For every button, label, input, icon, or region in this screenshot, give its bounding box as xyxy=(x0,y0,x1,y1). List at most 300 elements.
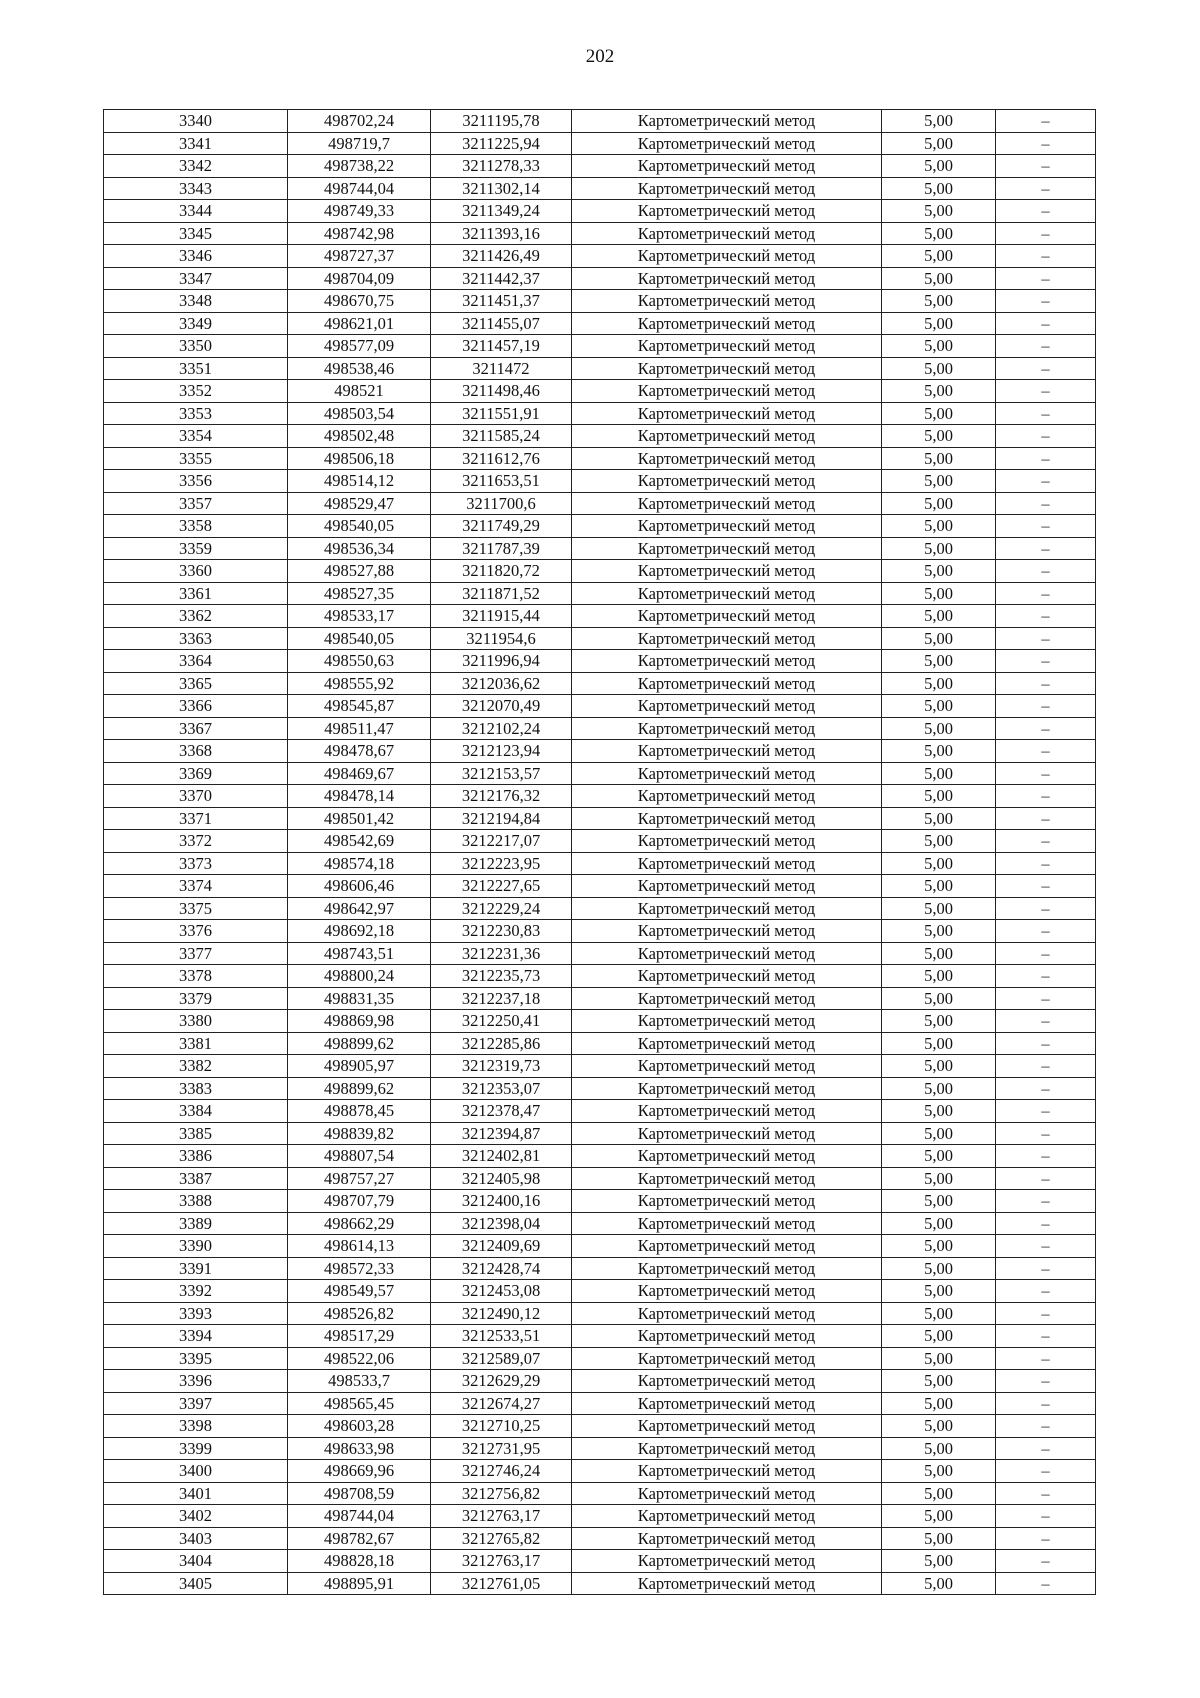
accuracy-cell: 5,00 xyxy=(882,987,996,1010)
y-coordinate-cell: 3212223,95 xyxy=(431,852,572,875)
method-cell: Картометрический метод xyxy=(572,740,882,763)
accuracy-cell: 5,00 xyxy=(882,875,996,898)
method-cell: Картометрический метод xyxy=(572,627,882,650)
y-coordinate-cell: 3212402,81 xyxy=(431,1145,572,1168)
point-number-cell: 3394 xyxy=(104,1325,288,1348)
point-number-cell: 3380 xyxy=(104,1010,288,1033)
method-cell: Картометрический метод xyxy=(572,515,882,538)
point-number-cell: 3364 xyxy=(104,650,288,673)
accuracy-cell: 5,00 xyxy=(882,110,996,133)
method-cell: Картометрический метод xyxy=(572,1077,882,1100)
table-row xyxy=(104,1392,1096,1415)
table-row xyxy=(104,200,1096,223)
point-number-cell: 3383 xyxy=(104,1077,288,1100)
y-coordinate-cell: 3212756,82 xyxy=(431,1482,572,1505)
x-coordinate-cell: 498478,67 xyxy=(288,740,431,763)
table-row xyxy=(104,1347,1096,1370)
table-row xyxy=(104,1100,1096,1123)
table-row xyxy=(104,1212,1096,1235)
accuracy-cell: 5,00 xyxy=(882,267,996,290)
note-cell: – xyxy=(996,807,1096,830)
point-number-cell: 3374 xyxy=(104,875,288,898)
note-cell: – xyxy=(996,740,1096,763)
point-number-cell: 3344 xyxy=(104,200,288,223)
point-number-cell: 3354 xyxy=(104,425,288,448)
method-cell: Картометрический метод xyxy=(572,1212,882,1235)
accuracy-cell: 5,00 xyxy=(882,492,996,515)
point-number-cell: 3367 xyxy=(104,717,288,740)
accuracy-cell: 5,00 xyxy=(882,537,996,560)
y-coordinate-cell: 3211787,39 xyxy=(431,537,572,560)
note-cell: – xyxy=(996,942,1096,965)
x-coordinate-cell: 498565,45 xyxy=(288,1392,431,1415)
y-coordinate-cell: 3212490,12 xyxy=(431,1302,572,1325)
y-coordinate-cell: 3212763,17 xyxy=(431,1550,572,1573)
note-cell: – xyxy=(996,1482,1096,1505)
y-coordinate-cell: 3211700,6 xyxy=(431,492,572,515)
method-cell: Картометрический метод xyxy=(572,582,882,605)
accuracy-cell: 5,00 xyxy=(882,897,996,920)
point-number-cell: 3365 xyxy=(104,672,288,695)
x-coordinate-cell: 498533,17 xyxy=(288,605,431,628)
method-cell: Картометрический метод xyxy=(572,1167,882,1190)
x-coordinate-cell: 498503,54 xyxy=(288,402,431,425)
method-cell: Картометрический метод xyxy=(572,695,882,718)
method-cell: Картометрический метод xyxy=(572,1257,882,1280)
coordinates-table xyxy=(103,109,1096,1595)
point-number-cell: 3402 xyxy=(104,1505,288,1528)
accuracy-cell: 5,00 xyxy=(882,1032,996,1055)
y-coordinate-cell: 3212285,86 xyxy=(431,1032,572,1055)
table-body xyxy=(104,110,1096,1595)
table-row xyxy=(104,852,1096,875)
point-number-cell: 3387 xyxy=(104,1167,288,1190)
note-cell: – xyxy=(996,1055,1096,1078)
x-coordinate-cell: 498704,09 xyxy=(288,267,431,290)
note-cell: – xyxy=(996,1190,1096,1213)
table-row xyxy=(104,177,1096,200)
accuracy-cell: 5,00 xyxy=(882,582,996,605)
x-coordinate-cell: 498895,91 xyxy=(288,1572,431,1595)
y-coordinate-cell: 3212731,95 xyxy=(431,1437,572,1460)
note-cell: – xyxy=(996,470,1096,493)
y-coordinate-cell: 3212070,49 xyxy=(431,695,572,718)
accuracy-cell: 5,00 xyxy=(882,1122,996,1145)
table-row xyxy=(104,740,1096,763)
page-number: 202 xyxy=(585,46,615,67)
method-cell: Картометрический метод xyxy=(572,1550,882,1573)
accuracy-cell: 5,00 xyxy=(882,1257,996,1280)
note-cell: – xyxy=(996,1347,1096,1370)
x-coordinate-cell: 498502,48 xyxy=(288,425,431,448)
method-cell: Картометрический метод xyxy=(572,1010,882,1033)
note-cell: – xyxy=(996,312,1096,335)
note-cell: – xyxy=(996,605,1096,628)
y-coordinate-cell: 3212231,36 xyxy=(431,942,572,965)
y-coordinate-cell: 3211278,33 xyxy=(431,155,572,178)
method-cell: Картометрический метод xyxy=(572,1505,882,1528)
x-coordinate-cell: 498899,62 xyxy=(288,1077,431,1100)
x-coordinate-cell: 498662,29 xyxy=(288,1212,431,1235)
method-cell: Картометрический метод xyxy=(572,402,882,425)
x-coordinate-cell: 498669,96 xyxy=(288,1460,431,1483)
point-number-cell: 3362 xyxy=(104,605,288,628)
method-cell: Картометрический метод xyxy=(572,267,882,290)
x-coordinate-cell: 498555,92 xyxy=(288,672,431,695)
note-cell: – xyxy=(996,1145,1096,1168)
y-coordinate-cell: 3211195,78 xyxy=(431,110,572,133)
method-cell: Картометрический метод xyxy=(572,1302,882,1325)
y-coordinate-cell: 3212400,16 xyxy=(431,1190,572,1213)
accuracy-cell: 5,00 xyxy=(882,222,996,245)
method-cell: Картометрический метод xyxy=(572,920,882,943)
x-coordinate-cell: 498550,63 xyxy=(288,650,431,673)
x-coordinate-cell: 498749,33 xyxy=(288,200,431,223)
note-cell: – xyxy=(996,1392,1096,1415)
accuracy-cell: 5,00 xyxy=(882,1010,996,1033)
table-row xyxy=(104,1460,1096,1483)
x-coordinate-cell: 498533,7 xyxy=(288,1370,431,1393)
note-cell: – xyxy=(996,1460,1096,1483)
point-number-cell: 3349 xyxy=(104,312,288,335)
method-cell: Картометрический метод xyxy=(572,312,882,335)
accuracy-cell: 5,00 xyxy=(882,1077,996,1100)
accuracy-cell: 5,00 xyxy=(882,470,996,493)
method-cell: Картометрический метод xyxy=(572,1370,882,1393)
accuracy-cell: 5,00 xyxy=(882,762,996,785)
point-number-cell: 3343 xyxy=(104,177,288,200)
point-number-cell: 3378 xyxy=(104,965,288,988)
method-cell: Картометрический метод xyxy=(572,132,882,155)
x-coordinate-cell: 498469,67 xyxy=(288,762,431,785)
x-coordinate-cell: 498526,82 xyxy=(288,1302,431,1325)
note-cell: – xyxy=(996,852,1096,875)
point-number-cell: 3347 xyxy=(104,267,288,290)
point-number-cell: 3398 xyxy=(104,1415,288,1438)
table-row xyxy=(104,807,1096,830)
note-cell: – xyxy=(996,672,1096,695)
note-cell: – xyxy=(996,762,1096,785)
note-cell: – xyxy=(996,1370,1096,1393)
accuracy-cell: 5,00 xyxy=(882,1460,996,1483)
accuracy-cell: 5,00 xyxy=(882,695,996,718)
table-row xyxy=(104,1122,1096,1145)
x-coordinate-cell: 498642,97 xyxy=(288,897,431,920)
y-coordinate-cell: 3211455,07 xyxy=(431,312,572,335)
method-cell: Картометрический метод xyxy=(572,987,882,1010)
note-cell: – xyxy=(996,1257,1096,1280)
accuracy-cell: 5,00 xyxy=(882,740,996,763)
method-cell: Картометрический метод xyxy=(572,605,882,628)
x-coordinate-cell: 498603,28 xyxy=(288,1415,431,1438)
table-row xyxy=(104,560,1096,583)
x-coordinate-cell: 498572,33 xyxy=(288,1257,431,1280)
table-row xyxy=(104,1055,1096,1078)
y-coordinate-cell: 3211393,16 xyxy=(431,222,572,245)
point-number-cell: 3399 xyxy=(104,1437,288,1460)
point-number-cell: 3381 xyxy=(104,1032,288,1055)
method-cell: Картометрический метод xyxy=(572,380,882,403)
method-cell: Картометрический метод xyxy=(572,1190,882,1213)
method-cell: Картометрический метод xyxy=(572,290,882,313)
x-coordinate-cell: 498782,67 xyxy=(288,1527,431,1550)
x-coordinate-cell: 498738,22 xyxy=(288,155,431,178)
note-cell: – xyxy=(996,492,1096,515)
point-number-cell: 3388 xyxy=(104,1190,288,1213)
x-coordinate-cell: 498511,47 xyxy=(288,717,431,740)
x-coordinate-cell: 498702,24 xyxy=(288,110,431,133)
table-row xyxy=(104,245,1096,268)
y-coordinate-cell: 3212765,82 xyxy=(431,1527,572,1550)
y-coordinate-cell: 3212761,05 xyxy=(431,1572,572,1595)
table-row xyxy=(104,1145,1096,1168)
method-cell: Картометрический метод xyxy=(572,650,882,673)
table-row xyxy=(104,492,1096,515)
table-row xyxy=(104,965,1096,988)
table-row xyxy=(104,1257,1096,1280)
y-coordinate-cell: 3212710,25 xyxy=(431,1415,572,1438)
method-cell: Картометрический метод xyxy=(572,785,882,808)
accuracy-cell: 5,00 xyxy=(882,785,996,808)
y-coordinate-cell: 3212102,24 xyxy=(431,717,572,740)
accuracy-cell: 5,00 xyxy=(882,155,996,178)
table-row xyxy=(104,582,1096,605)
y-coordinate-cell: 3211349,24 xyxy=(431,200,572,223)
x-coordinate-cell: 498540,05 xyxy=(288,627,431,650)
note-cell: – xyxy=(996,1302,1096,1325)
point-number-cell: 3358 xyxy=(104,515,288,538)
y-coordinate-cell: 3212217,07 xyxy=(431,830,572,853)
table-row xyxy=(104,1505,1096,1528)
accuracy-cell: 5,00 xyxy=(882,1527,996,1550)
x-coordinate-cell: 498742,98 xyxy=(288,222,431,245)
y-coordinate-cell: 3211442,37 xyxy=(431,267,572,290)
note-cell: – xyxy=(996,290,1096,313)
table-row xyxy=(104,1437,1096,1460)
table-row xyxy=(104,447,1096,470)
method-cell: Картометрический метод xyxy=(572,177,882,200)
point-number-cell: 3342 xyxy=(104,155,288,178)
note-cell: – xyxy=(996,1437,1096,1460)
y-coordinate-cell: 3211225,94 xyxy=(431,132,572,155)
y-coordinate-cell: 3212353,07 xyxy=(431,1077,572,1100)
accuracy-cell: 5,00 xyxy=(882,380,996,403)
table-row xyxy=(104,1572,1096,1595)
x-coordinate-cell: 498831,35 xyxy=(288,987,431,1010)
y-coordinate-cell: 3212398,04 xyxy=(431,1212,572,1235)
accuracy-cell: 5,00 xyxy=(882,1550,996,1573)
method-cell: Картометрический метод xyxy=(572,942,882,965)
x-coordinate-cell: 498521 xyxy=(288,380,431,403)
note-cell: – xyxy=(996,1010,1096,1033)
table-row xyxy=(104,1302,1096,1325)
y-coordinate-cell: 3212629,29 xyxy=(431,1370,572,1393)
method-cell: Картометрический метод xyxy=(572,672,882,695)
method-cell: Картометрический метод xyxy=(572,470,882,493)
accuracy-cell: 5,00 xyxy=(882,447,996,470)
y-coordinate-cell: 3212674,27 xyxy=(431,1392,572,1415)
method-cell: Картометрический метод xyxy=(572,1145,882,1168)
y-coordinate-cell: 3211472 xyxy=(431,357,572,380)
note-cell: – xyxy=(996,1415,1096,1438)
point-number-cell: 3368 xyxy=(104,740,288,763)
accuracy-cell: 5,00 xyxy=(882,1415,996,1438)
x-coordinate-cell: 498670,75 xyxy=(288,290,431,313)
table-row xyxy=(104,650,1096,673)
table-row xyxy=(104,920,1096,943)
y-coordinate-cell: 3212250,41 xyxy=(431,1010,572,1033)
table-row xyxy=(104,1415,1096,1438)
x-coordinate-cell: 498869,98 xyxy=(288,1010,431,1033)
method-cell: Картометрический метод xyxy=(572,1325,882,1348)
accuracy-cell: 5,00 xyxy=(882,1370,996,1393)
note-cell: – xyxy=(996,132,1096,155)
accuracy-cell: 5,00 xyxy=(882,1347,996,1370)
point-number-cell: 3392 xyxy=(104,1280,288,1303)
table-row xyxy=(104,402,1096,425)
x-coordinate-cell: 498727,37 xyxy=(288,245,431,268)
point-number-cell: 3400 xyxy=(104,1460,288,1483)
table-row xyxy=(104,1370,1096,1393)
table-row xyxy=(104,1032,1096,1055)
y-coordinate-cell: 3212153,57 xyxy=(431,762,572,785)
y-coordinate-cell: 3212763,17 xyxy=(431,1505,572,1528)
y-coordinate-cell: 3212428,74 xyxy=(431,1257,572,1280)
point-number-cell: 3371 xyxy=(104,807,288,830)
point-number-cell: 3379 xyxy=(104,987,288,1010)
method-cell: Картометрический метод xyxy=(572,1415,882,1438)
method-cell: Картометрический метод xyxy=(572,110,882,133)
note-cell: – xyxy=(996,717,1096,740)
point-number-cell: 3369 xyxy=(104,762,288,785)
method-cell: Картометрический метод xyxy=(572,537,882,560)
x-coordinate-cell: 498719,7 xyxy=(288,132,431,155)
table-row xyxy=(104,335,1096,358)
note-cell: – xyxy=(996,1325,1096,1348)
y-coordinate-cell: 3211996,94 xyxy=(431,650,572,673)
note-cell: – xyxy=(996,1100,1096,1123)
table-row xyxy=(104,1527,1096,1550)
y-coordinate-cell: 3211585,24 xyxy=(431,425,572,448)
method-cell: Картометрический метод xyxy=(572,1460,882,1483)
point-number-cell: 3391 xyxy=(104,1257,288,1280)
point-number-cell: 3346 xyxy=(104,245,288,268)
table-row xyxy=(104,897,1096,920)
accuracy-cell: 5,00 xyxy=(882,920,996,943)
y-coordinate-cell: 3211653,51 xyxy=(431,470,572,493)
y-coordinate-cell: 3211820,72 xyxy=(431,560,572,583)
note-cell: – xyxy=(996,515,1096,538)
y-coordinate-cell: 3211426,49 xyxy=(431,245,572,268)
accuracy-cell: 5,00 xyxy=(882,177,996,200)
point-number-cell: 3370 xyxy=(104,785,288,808)
method-cell: Картометрический метод xyxy=(572,1235,882,1258)
accuracy-cell: 5,00 xyxy=(882,357,996,380)
table-row xyxy=(104,267,1096,290)
x-coordinate-cell: 498692,18 xyxy=(288,920,431,943)
accuracy-cell: 5,00 xyxy=(882,1302,996,1325)
method-cell: Картометрический метод xyxy=(572,807,882,830)
x-coordinate-cell: 498757,27 xyxy=(288,1167,431,1190)
note-cell: – xyxy=(996,582,1096,605)
accuracy-cell: 5,00 xyxy=(882,312,996,335)
x-coordinate-cell: 498501,42 xyxy=(288,807,431,830)
accuracy-cell: 5,00 xyxy=(882,672,996,695)
note-cell: – xyxy=(996,245,1096,268)
table-row xyxy=(104,110,1096,133)
y-coordinate-cell: 3212123,94 xyxy=(431,740,572,763)
y-coordinate-cell: 3211451,37 xyxy=(431,290,572,313)
x-coordinate-cell: 498545,87 xyxy=(288,695,431,718)
point-number-cell: 3348 xyxy=(104,290,288,313)
y-coordinate-cell: 3212394,87 xyxy=(431,1122,572,1145)
note-cell: – xyxy=(996,1572,1096,1595)
table-row xyxy=(104,1167,1096,1190)
y-coordinate-cell: 3211457,19 xyxy=(431,335,572,358)
note-cell: – xyxy=(996,1212,1096,1235)
accuracy-cell: 5,00 xyxy=(882,1055,996,1078)
y-coordinate-cell: 3212176,32 xyxy=(431,785,572,808)
y-coordinate-cell: 3212533,51 xyxy=(431,1325,572,1348)
point-number-cell: 3352 xyxy=(104,380,288,403)
table-row xyxy=(104,717,1096,740)
table-row xyxy=(104,537,1096,560)
note-cell: – xyxy=(996,1505,1096,1528)
x-coordinate-cell: 498529,47 xyxy=(288,492,431,515)
y-coordinate-cell: 3212194,84 xyxy=(431,807,572,830)
x-coordinate-cell: 498633,98 xyxy=(288,1437,431,1460)
point-number-cell: 3376 xyxy=(104,920,288,943)
note-cell: – xyxy=(996,110,1096,133)
method-cell: Картометрический метод xyxy=(572,447,882,470)
x-coordinate-cell: 498517,29 xyxy=(288,1325,431,1348)
y-coordinate-cell: 3212589,07 xyxy=(431,1347,572,1370)
accuracy-cell: 5,00 xyxy=(882,1100,996,1123)
note-cell: – xyxy=(996,875,1096,898)
y-coordinate-cell: 3212036,62 xyxy=(431,672,572,695)
table-row xyxy=(104,222,1096,245)
x-coordinate-cell: 498828,18 xyxy=(288,1550,431,1573)
x-coordinate-cell: 498707,79 xyxy=(288,1190,431,1213)
x-coordinate-cell: 498807,54 xyxy=(288,1145,431,1168)
table-row xyxy=(104,312,1096,335)
table-row xyxy=(104,987,1096,1010)
accuracy-cell: 5,00 xyxy=(882,717,996,740)
point-number-cell: 3353 xyxy=(104,402,288,425)
accuracy-cell: 5,00 xyxy=(882,132,996,155)
accuracy-cell: 5,00 xyxy=(882,1437,996,1460)
point-number-cell: 3397 xyxy=(104,1392,288,1415)
accuracy-cell: 5,00 xyxy=(882,1482,996,1505)
table-row xyxy=(104,785,1096,808)
note-cell: – xyxy=(996,695,1096,718)
point-number-cell: 3373 xyxy=(104,852,288,875)
x-coordinate-cell: 498839,82 xyxy=(288,1122,431,1145)
accuracy-cell: 5,00 xyxy=(882,627,996,650)
method-cell: Картометрический метод xyxy=(572,200,882,223)
table-row xyxy=(104,695,1096,718)
x-coordinate-cell: 498540,05 xyxy=(288,515,431,538)
accuracy-cell: 5,00 xyxy=(882,807,996,830)
accuracy-cell: 5,00 xyxy=(882,852,996,875)
x-coordinate-cell: 498878,45 xyxy=(288,1100,431,1123)
accuracy-cell: 5,00 xyxy=(882,1280,996,1303)
note-cell: – xyxy=(996,560,1096,583)
point-number-cell: 3377 xyxy=(104,942,288,965)
accuracy-cell: 5,00 xyxy=(882,1325,996,1348)
method-cell: Картометрический метод xyxy=(572,897,882,920)
accuracy-cell: 5,00 xyxy=(882,1190,996,1213)
